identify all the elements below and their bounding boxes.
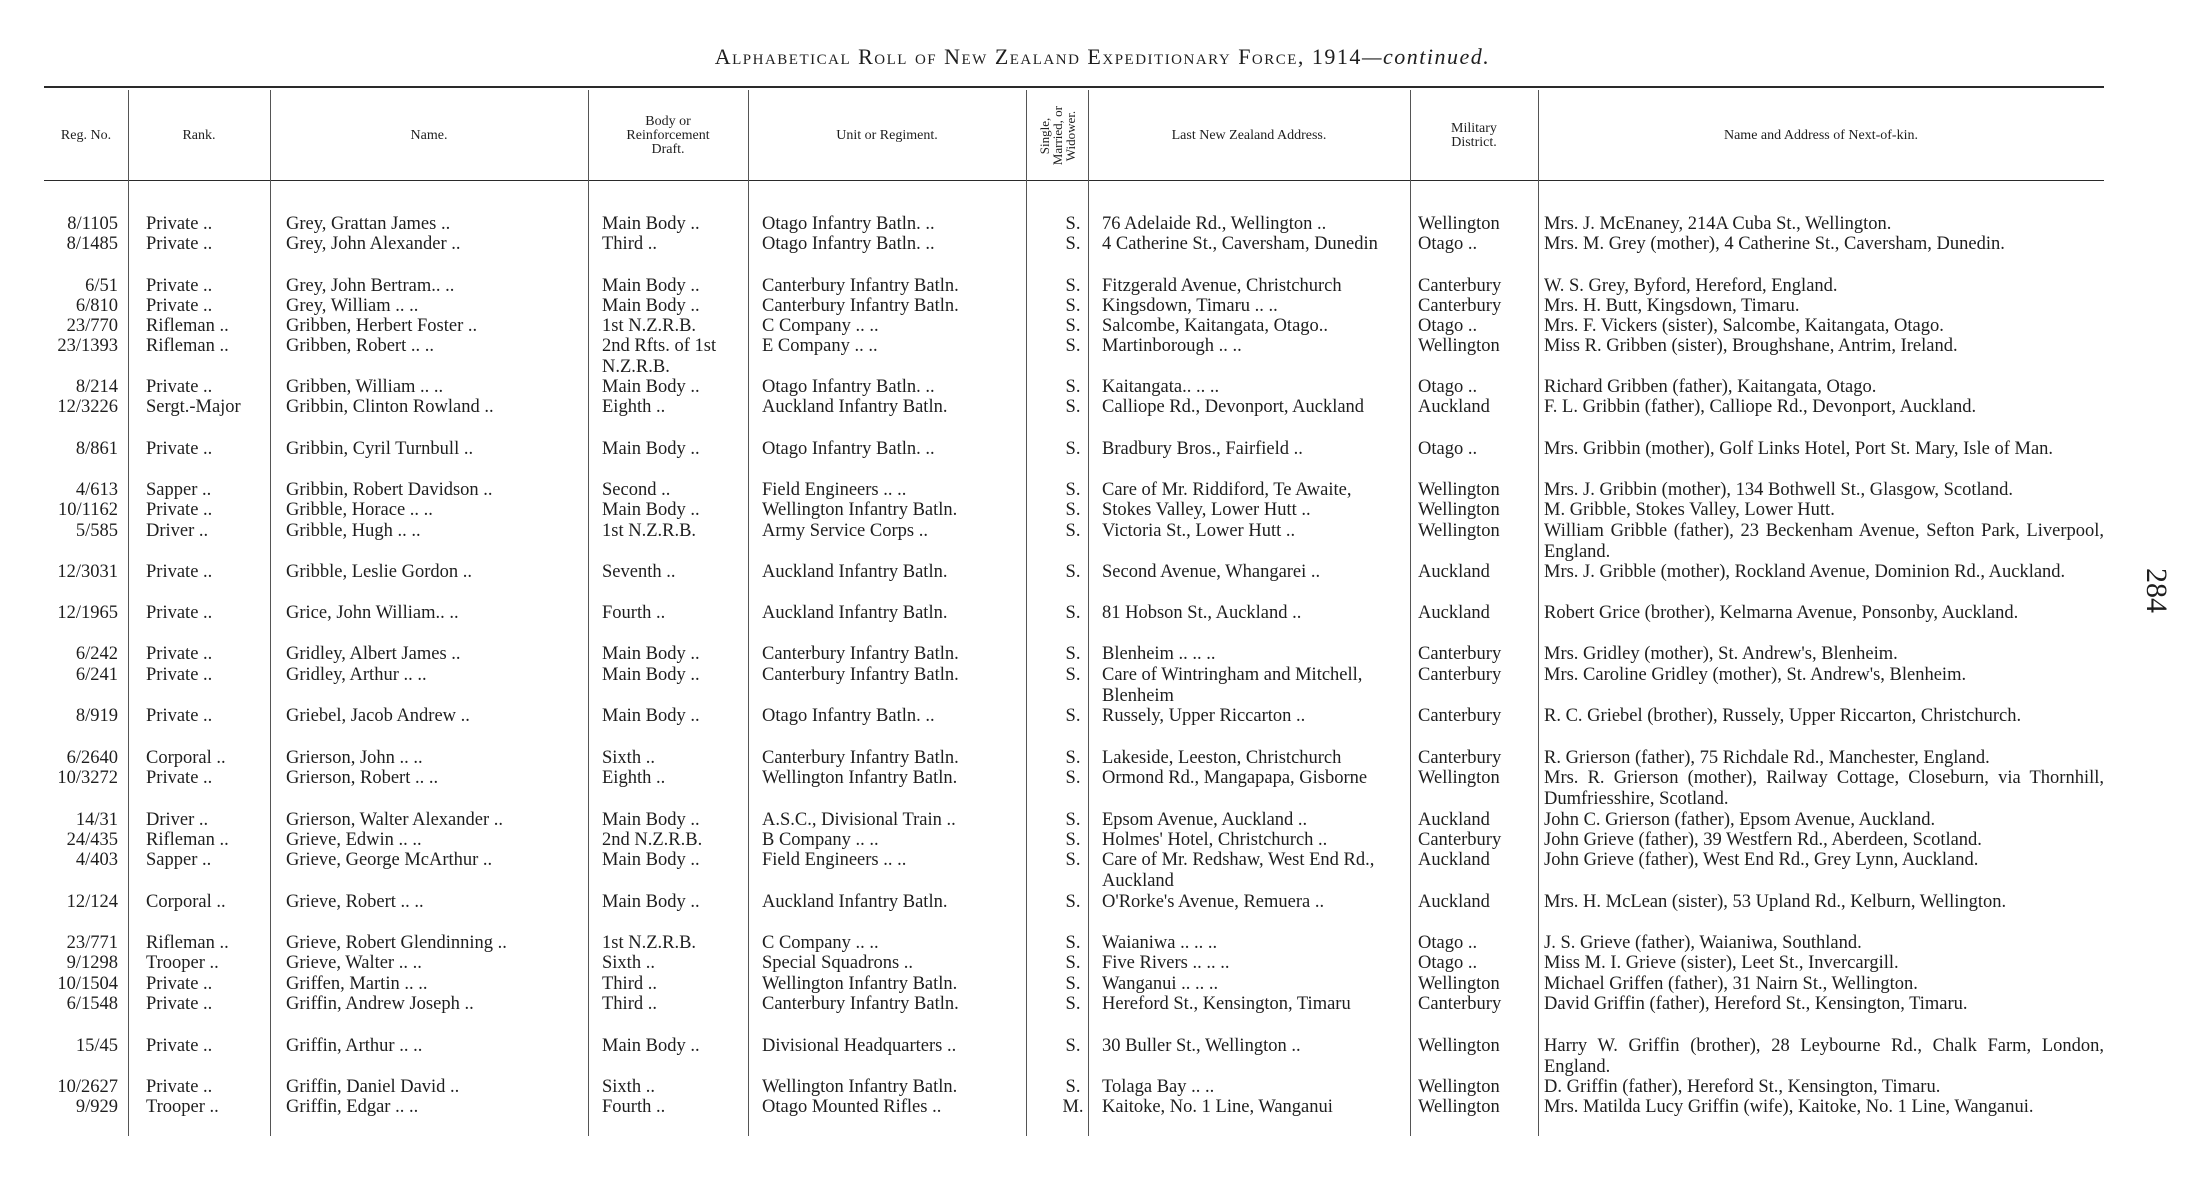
cell-kin: Miss M. I. Grieve (sister), Leet St., Invercargill.	[1544, 953, 1899, 973]
cell-addr: 4 Catherine St., Caversham, Dunedin	[1102, 234, 1378, 254]
cell-name: Gribben, Robert .. ..	[286, 336, 434, 356]
cell-reg: 4/613	[75, 480, 118, 500]
cell-dist: Auckland	[1418, 603, 1490, 623]
cell-kin: William Gribble (father), 23 Beckenham Avenue, Sefton Park, Liverpool, England.	[1544, 521, 2104, 562]
cell-kin: R. Grierson (father), 75 Richdale Rd., Manchester, England.	[1544, 748, 1990, 768]
cell-addr: O'Rorke's Avenue, Remuera ..	[1102, 892, 1325, 912]
cell-unit: Otago Mounted Rifles ..	[762, 1097, 942, 1117]
cell-dist: Otago ..	[1418, 316, 1478, 336]
cell-status: S.	[1065, 1036, 1081, 1056]
cell-rank: Trooper ..	[146, 953, 219, 973]
cell-name: Griebel, Jacob Andrew ..	[286, 706, 470, 726]
cell-name: Griffin, Andrew Joseph ..	[286, 994, 474, 1014]
cell-rank: Private ..	[146, 706, 213, 726]
cell-name: Gridley, Arthur .. ..	[286, 665, 427, 685]
cell-name: Griffin, Arthur .. ..	[286, 1036, 423, 1056]
cell-status: S.	[1065, 439, 1081, 459]
cell-addr: Victoria St., Lower Hutt ..	[1102, 521, 1296, 541]
cell-dist: Wellington	[1418, 1097, 1500, 1117]
cell-addr: Holmes' Hotel, Christchurch ..	[1102, 830, 1328, 850]
cell-body: Third ..	[602, 234, 657, 254]
cell-status: S.	[1065, 810, 1081, 830]
cell-body: Fourth ..	[602, 603, 666, 623]
cell-name: Gribble, Hugh .. ..	[286, 521, 421, 541]
cell-name: Grieve, Edwin .. ..	[286, 830, 422, 850]
cell-addr: Five Rivers .. .. ..	[1102, 953, 1230, 973]
cell-status: S.	[1065, 665, 1081, 685]
cell-kin: W. S. Grey, Byford, Hereford, England.	[1544, 276, 1838, 296]
cell-rank: Private ..	[146, 994, 213, 1014]
cell-addr: Kaitangata.. .. ..	[1102, 377, 1220, 397]
cell-status: S.	[1065, 933, 1081, 953]
cell-body: Main Body ..	[602, 296, 700, 316]
cell-reg: 6/810	[75, 296, 118, 316]
cell-name: Grey, Grattan James ..	[286, 214, 451, 234]
cell-reg: 14/31	[75, 810, 118, 830]
cell-status: S.	[1065, 706, 1081, 726]
cell-addr: Kaitoke, No. 1 Line, Wanganui	[1102, 1097, 1333, 1117]
header-next-of-kin: Name and Address of Next-of-kin.	[1723, 128, 1918, 143]
cell-kin: Mrs. J. Gribble (mother), Rockland Avenue, Dominion Rd., Auckland.	[1544, 562, 2066, 582]
cell-unit: Wellington Infantry Batln.	[762, 500, 958, 520]
cell-name: Gribble, Horace .. ..	[286, 500, 433, 520]
cell-addr: Lakeside, Leeston, Christchurch	[1102, 748, 1342, 768]
cell-addr: Calliope Rd., Devonport, Auckland	[1102, 397, 1365, 417]
cell-dist: Otago ..	[1418, 439, 1478, 459]
cell-kin: Mrs. Matilda Lucy Griffin (wife), Kaitoke, No. 1 Line, Wanganui.	[1544, 1097, 2034, 1117]
cell-rank: Private ..	[146, 500, 213, 520]
cell-dist: Wellington	[1418, 974, 1500, 994]
cell-name: Grey, William .. ..	[286, 296, 419, 316]
cell-kin: Harry W. Griffin (brother), 28 Leybourne Rd., Chalk Farm, London, England.	[1544, 1036, 2104, 1077]
cell-status: S.	[1065, 603, 1081, 623]
cell-body: Main Body ..	[602, 214, 700, 234]
cell-reg: 8/1105	[67, 214, 118, 234]
cell-status: S.	[1065, 214, 1081, 234]
cell-rank: Corporal ..	[146, 892, 226, 912]
cell-body: Main Body ..	[602, 439, 700, 459]
cell-dist: Wellington	[1418, 214, 1500, 234]
cell-body: Second ..	[602, 480, 671, 500]
cell-kin: Robert Grice (brother), Kelmarna Avenue, Ponsonby, Auckland.	[1544, 603, 2019, 623]
cell-addr: Wanganui .. .. ..	[1102, 974, 1219, 994]
cell-unit: Auckland Infantry Batln.	[762, 397, 948, 417]
cell-kin: Mrs. H. Butt, Kingsdown, Timaru.	[1544, 296, 1800, 316]
cell-unit: Canterbury Infantry Batln.	[762, 748, 959, 768]
cell-status: S.	[1065, 336, 1081, 356]
cell-unit: C Company .. ..	[762, 316, 879, 336]
cell-reg: 8/861	[75, 439, 118, 459]
cell-rank: Private ..	[146, 377, 213, 397]
cell-reg: 9/1298	[66, 953, 118, 973]
column-divider	[588, 90, 589, 1136]
cell-status: S.	[1065, 953, 1081, 973]
cell-unit: Auckland Infantry Batln.	[762, 603, 948, 623]
cell-dist: Canterbury	[1418, 748, 1502, 768]
cell-unit: Otago Infantry Batln. ..	[762, 377, 935, 397]
cell-addr: Tolaga Bay .. ..	[1102, 1077, 1215, 1097]
cell-dist: Otago ..	[1418, 933, 1478, 953]
cell-kin: Mrs. J. McEnaney, 214A Cuba St., Wellington.	[1544, 214, 1892, 234]
cell-rank: Private ..	[146, 768, 213, 788]
column-divider	[748, 90, 749, 1136]
cell-rank: Private ..	[146, 276, 213, 296]
cell-addr: 81 Hobson St., Auckland ..	[1102, 603, 1302, 623]
cell-dist: Wellington	[1418, 1036, 1500, 1056]
header-district: Military District.	[1451, 121, 1497, 150]
cell-addr: Kingsdown, Timaru .. ..	[1102, 296, 1278, 316]
cell-addr: Waianiwa .. .. ..	[1102, 933, 1218, 953]
cell-body: Seventh ..	[602, 562, 676, 582]
cell-status: S.	[1065, 562, 1081, 582]
cell-name: Grieve, George McArthur ..	[286, 850, 493, 870]
cell-reg: 10/1162	[58, 500, 118, 520]
cell-unit: Otago Infantry Batln. ..	[762, 234, 935, 254]
cell-status: M.	[1062, 1097, 1084, 1117]
cell-dist: Wellington	[1418, 480, 1500, 500]
page-number: 284	[2140, 568, 2173, 613]
cell-name: Grierson, Walter Alexander ..	[286, 810, 504, 830]
cell-reg: 6/1548	[66, 994, 118, 1014]
cell-rank: Rifleman ..	[146, 316, 229, 336]
cell-body: Main Body ..	[602, 276, 700, 296]
cell-addr: Care of Mr. Riddiford, Te Awaite,	[1102, 480, 1352, 500]
column-divider	[1026, 90, 1027, 1136]
cell-status: S.	[1065, 1077, 1081, 1097]
cell-dist: Canterbury	[1418, 706, 1502, 726]
cell-kin: Michael Griffen (father), 31 Nairn St., Wellington.	[1544, 974, 1918, 994]
cell-dist: Otago ..	[1418, 953, 1478, 973]
cell-dist: Canterbury	[1418, 296, 1502, 316]
cell-body: Main Body ..	[602, 1036, 700, 1056]
cell-addr: 76 Adelaide Rd., Wellington ..	[1102, 214, 1327, 234]
cell-dist: Wellington	[1418, 500, 1500, 520]
cell-name: Gribbin, Cyril Turnbull ..	[286, 439, 474, 459]
cell-kin: Mrs. H. McLean (sister), 53 Upland Rd., Kelburn, Wellington.	[1544, 892, 2007, 912]
column-divider	[1410, 90, 1411, 1136]
cell-unit: Canterbury Infantry Batln.	[762, 994, 959, 1014]
cell-body: Main Body ..	[602, 706, 700, 726]
header-address: Last New Zealand Address.	[1171, 128, 1327, 143]
cell-body: Main Body ..	[602, 500, 700, 520]
cell-dist: Canterbury	[1418, 644, 1502, 664]
cell-kin: Mrs. Caroline Gridley (mother), St. Andrew's, Blenheim.	[1544, 665, 1967, 685]
cell-status: S.	[1065, 397, 1081, 417]
cell-reg: 12/124	[66, 892, 118, 912]
cell-dist: Auckland	[1418, 892, 1490, 912]
cell-unit: Canterbury Infantry Batln.	[762, 296, 959, 316]
cell-unit: Canterbury Infantry Batln.	[762, 276, 959, 296]
cell-rank: Private ..	[146, 974, 213, 994]
cell-unit: Auckland Infantry Batln.	[762, 562, 948, 582]
cell-rank: Private ..	[146, 562, 213, 582]
cell-rank: Rifleman ..	[146, 336, 229, 356]
cell-status: S.	[1065, 521, 1081, 541]
cell-rank: Private ..	[146, 1077, 213, 1097]
cell-dist: Canterbury	[1418, 665, 1502, 685]
cell-unit: Canterbury Infantry Batln.	[762, 644, 959, 664]
cell-rank: Sapper ..	[146, 480, 212, 500]
cell-reg: 9/929	[75, 1097, 118, 1117]
cell-kin: Richard Gribben (father), Kaitangata, Otago.	[1544, 377, 1877, 397]
cell-rank: Corporal ..	[146, 748, 226, 768]
cell-unit: Divisional Headquarters ..	[762, 1036, 957, 1056]
cell-status: S.	[1065, 850, 1081, 870]
cell-body: 1st N.Z.R.B.	[602, 521, 697, 541]
cell-dist: Canterbury	[1418, 994, 1502, 1014]
cell-name: Gribbin, Clinton Rowland ..	[286, 397, 494, 417]
column-divider	[270, 90, 271, 1136]
cell-unit: E Company .. ..	[762, 336, 878, 356]
cell-status: S.	[1065, 768, 1081, 788]
cell-reg: 12/3226	[57, 397, 118, 417]
cell-body: 2nd Rfts. of 1st N.Z.R.B.	[602, 336, 717, 377]
cell-name: Grieve, Walter .. ..	[286, 953, 422, 973]
cell-reg: 15/45	[75, 1036, 118, 1056]
cell-dist: Auckland	[1418, 397, 1490, 417]
cell-dist: Auckland	[1418, 562, 1490, 582]
cell-name: Grey, John Bertram.. ..	[286, 276, 455, 296]
cell-rank: Sergt.-Major	[146, 397, 241, 417]
cell-name: Gribben, Herbert Foster ..	[286, 316, 478, 336]
cell-reg: 8/214	[75, 377, 118, 397]
cell-rank: Sapper ..	[146, 850, 212, 870]
cell-name: Gribble, Leslie Gordon ..	[286, 562, 472, 582]
cell-status: S.	[1065, 316, 1081, 336]
cell-name: Grice, John William.. ..	[286, 603, 459, 623]
cell-unit: Army Service Corps ..	[762, 521, 928, 541]
cell-addr: Blenheim .. .. ..	[1102, 644, 1216, 664]
cell-reg: 10/2627	[57, 1077, 118, 1097]
cell-kin: D. Griffin (father), Hereford St., Kensington, Timaru.	[1544, 1077, 1941, 1097]
cell-status: S.	[1065, 994, 1081, 1014]
cell-addr: Salcombe, Kaitangata, Otago..	[1102, 316, 1329, 336]
cell-dist: Auckland	[1418, 810, 1490, 830]
cell-body: Sixth ..	[602, 748, 655, 768]
cell-rank: Private ..	[146, 644, 213, 664]
cell-unit: A.S.C., Divisional Train ..	[762, 810, 956, 830]
cell-addr: Hereford St., Kensington, Timaru	[1102, 994, 1351, 1014]
cell-name: Gridley, Albert James ..	[286, 644, 461, 664]
header-unit: Unit or Regiment.	[836, 128, 938, 143]
cell-kin: Mrs. Gridley (mother), St. Andrew's, Blenheim.	[1544, 644, 1898, 664]
cell-rank: Private ..	[146, 603, 213, 623]
cell-body: Sixth ..	[602, 953, 655, 973]
cell-body: Eighth ..	[602, 397, 666, 417]
header-name: Name.	[410, 128, 448, 143]
cell-name: Grieve, Robert .. ..	[286, 892, 424, 912]
cell-body: Main Body ..	[602, 665, 700, 685]
cell-reg: 8/919	[75, 706, 118, 726]
cell-status: S.	[1065, 234, 1081, 254]
page-title	[0, 44, 2205, 70]
cell-status: S.	[1065, 296, 1081, 316]
cell-addr: Care of Mr. Redshaw, West End Rd., Auckland	[1102, 850, 1375, 891]
cell-addr: Epsom Avenue, Auckland ..	[1102, 810, 1308, 830]
cell-dist: Otago ..	[1418, 234, 1478, 254]
cell-status: S.	[1065, 644, 1081, 664]
cell-rank: Private ..	[146, 296, 213, 316]
cell-kin: F. L. Gribbin (father), Calliope Rd., Devonport, Auckland.	[1544, 397, 1977, 417]
cell-reg: 5/585	[75, 521, 118, 541]
cell-dist: Canterbury	[1418, 276, 1502, 296]
cell-body: 1st N.Z.R.B.	[602, 316, 697, 336]
cell-rank: Driver ..	[146, 521, 209, 541]
header-status: Single, Married, or Widower.	[1036, 106, 1078, 166]
cell-addr: Bradbury Bros., Fairfield ..	[1102, 439, 1303, 459]
header-body: Body or Reinforcement Draft.	[626, 114, 710, 157]
cell-name: Grierson, Robert .. ..	[286, 768, 439, 788]
cell-reg: 10/3272	[57, 768, 118, 788]
cell-status: S.	[1065, 377, 1081, 397]
cell-rank: Private ..	[146, 234, 213, 254]
cell-kin: David Griffin (father), Hereford St., Kensington, Timaru.	[1544, 994, 1968, 1014]
cell-body: Eighth ..	[602, 768, 666, 788]
cell-body: Third ..	[602, 994, 657, 1014]
cell-dist: Wellington	[1418, 521, 1500, 541]
cell-addr: Second Avenue, Whangarei ..	[1102, 562, 1321, 582]
cell-body: 1st N.Z.R.B.	[602, 933, 697, 953]
cell-reg: 6/241	[75, 665, 118, 685]
cell-name: Grey, John Alexander ..	[286, 234, 461, 254]
cell-body: Main Body ..	[602, 892, 700, 912]
cell-rank: Trooper ..	[146, 1097, 219, 1117]
cell-rank: Rifleman ..	[146, 933, 229, 953]
cell-reg: 4/403	[75, 850, 118, 870]
cell-reg: 8/1485	[66, 234, 118, 254]
cell-body: Sixth ..	[602, 1077, 655, 1097]
column-divider	[1538, 90, 1539, 1136]
cell-addr: Ormond Rd., Mangapapa, Gisborne	[1102, 768, 1368, 788]
cell-reg: 24/435	[66, 830, 118, 850]
cell-body: Main Body ..	[602, 644, 700, 664]
cell-rank: Rifleman ..	[146, 830, 229, 850]
top-rule	[44, 86, 2104, 88]
cell-unit: Wellington Infantry Batln.	[762, 768, 958, 788]
cell-unit: C Company .. ..	[762, 933, 879, 953]
cell-reg: 6/51	[85, 276, 118, 296]
cell-status: S.	[1065, 276, 1081, 296]
cell-rank: Driver ..	[146, 810, 209, 830]
cell-dist: Otago ..	[1418, 377, 1478, 397]
cell-dist: Wellington	[1418, 336, 1500, 356]
cell-addr: Martinborough .. ..	[1102, 336, 1242, 356]
cell-dist: Wellington	[1418, 1077, 1500, 1097]
cell-reg: 6/242	[75, 644, 118, 664]
cell-kin: Mrs. F. Vickers (sister), Salcombe, Kaitangata, Otago.	[1544, 316, 1944, 336]
cell-unit: B Company .. ..	[762, 830, 879, 850]
cell-rank: Private ..	[146, 214, 213, 234]
cell-status: S.	[1065, 974, 1081, 994]
cell-kin: Mrs. R. Grierson (mother), Railway Cottage, Closeburn, via Thornhill, Dumfriesshire, Scotland.	[1544, 768, 2104, 809]
cell-name: Gribbin, Robert Davidson ..	[286, 480, 493, 500]
cell-reg: 12/1965	[57, 603, 118, 623]
cell-body: 2nd N.Z.R.B.	[602, 830, 703, 850]
cell-name: Griffin, Edgar .. ..	[286, 1097, 419, 1117]
cell-kin: J. S. Grieve (father), Waianiwa, Southland.	[1544, 933, 1862, 953]
cell-kin: Miss R. Gribben (sister), Broughshane, Antrim, Ireland.	[1544, 336, 1958, 356]
cell-unit: Otago Infantry Batln. ..	[762, 439, 935, 459]
cell-unit: Wellington Infantry Batln.	[762, 1077, 958, 1097]
cell-name: Griffen, Martin .. ..	[286, 974, 428, 994]
cell-dist: Wellington	[1418, 768, 1500, 788]
cell-addr: 30 Buller St., Wellington ..	[1102, 1036, 1301, 1056]
cell-kin: John Grieve (father), West End Rd., Grey Lynn, Auckland.	[1544, 850, 1979, 870]
header-rule	[44, 180, 2104, 181]
cell-body: Main Body ..	[602, 810, 700, 830]
cell-unit: Wellington Infantry Batln.	[762, 974, 958, 994]
cell-kin: Mrs. M. Grey (mother), 4 Catherine St., Caversham, Dunedin.	[1544, 234, 2005, 254]
cell-rank: Private ..	[146, 1036, 213, 1056]
cell-reg: 6/2640	[66, 748, 118, 768]
cell-name: Grieve, Robert Glendinning ..	[286, 933, 507, 953]
cell-dist: Auckland	[1418, 850, 1490, 870]
cell-unit: Auckland Infantry Batln.	[762, 892, 948, 912]
cell-reg: 23/771	[66, 933, 118, 953]
column-divider	[128, 90, 129, 1136]
cell-status: S.	[1065, 500, 1081, 520]
title-main: Alphabetical Roll of New Zealand Expeditionary Force, 1914	[714, 44, 1362, 69]
cell-kin: M. Gribble, Stokes Valley, Lower Hutt.	[1544, 500, 1835, 520]
cell-name: Grierson, John .. ..	[286, 748, 423, 768]
cell-kin: John C. Grierson (father), Epsom Avenue, Auckland.	[1544, 810, 1936, 830]
cell-name: Gribben, William .. ..	[286, 377, 444, 397]
cell-reg: 10/1504	[57, 974, 118, 994]
cell-reg: 12/3031	[57, 562, 118, 582]
cell-kin: John Grieve (father), 39 Westfern Rd., Aberdeen, Scotland.	[1544, 830, 1982, 850]
cell-kin: Mrs. J. Gribbin (mother), 134 Bothwell St., Glasgow, Scotland.	[1544, 480, 2013, 500]
cell-unit: Otago Infantry Batln. ..	[762, 706, 935, 726]
cell-rank: Private ..	[146, 439, 213, 459]
title-continued: —continued.	[1361, 44, 1491, 69]
cell-reg: 23/1393	[57, 336, 118, 356]
cell-addr: Care of Wintringham and Mitchell, Blenheim	[1102, 665, 1363, 706]
cell-kin: R. C. Griebel (brother), Russely, Upper Riccarton, Christchurch.	[1544, 706, 2022, 726]
cell-unit: Canterbury Infantry Batln.	[762, 665, 959, 685]
cell-unit: Special Squadrons ..	[762, 953, 914, 973]
cell-reg: 23/770	[66, 316, 118, 336]
cell-unit: Otago Infantry Batln. ..	[762, 214, 935, 234]
cell-status: S.	[1065, 892, 1081, 912]
cell-body: Third ..	[602, 974, 657, 994]
cell-body: Main Body ..	[602, 377, 700, 397]
cell-addr: Fitzgerald Avenue, Christchurch	[1102, 276, 1342, 296]
cell-body: Fourth ..	[602, 1097, 666, 1117]
cell-status: S.	[1065, 748, 1081, 768]
cell-status: S.	[1065, 480, 1081, 500]
cell-unit: Field Engineers .. ..	[762, 850, 907, 870]
cell-status: S.	[1065, 830, 1081, 850]
cell-name: Griffin, Daniel David ..	[286, 1077, 460, 1097]
cell-addr: Stokes Valley, Lower Hutt ..	[1102, 500, 1311, 520]
cell-dist: Canterbury	[1418, 830, 1502, 850]
cell-unit: Field Engineers .. ..	[762, 480, 907, 500]
cell-kin: Mrs. Gribbin (mother), Golf Links Hotel, Port St. Mary, Isle of Man.	[1544, 439, 2054, 459]
header-rank: Rank.	[182, 128, 216, 143]
cell-rank: Private ..	[146, 665, 213, 685]
cell-addr: Russely, Upper Riccarton ..	[1102, 706, 1306, 726]
cell-body: Main Body ..	[602, 850, 700, 870]
header-reg: Reg. No.	[60, 128, 112, 143]
